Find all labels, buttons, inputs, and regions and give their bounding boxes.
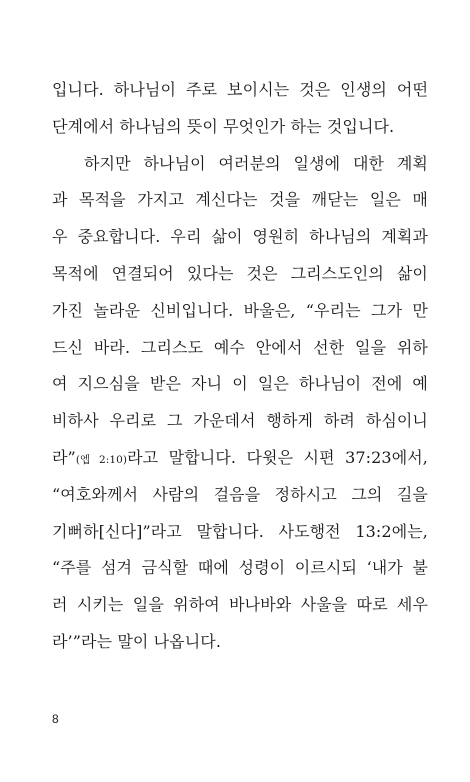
text-line-13: 기뻐하[신다]”라고 말합니다. 사도행전 13:2에는, (52, 521, 428, 541)
text-line-11 (52, 440, 428, 477)
text-line-8: 드신 바라. 그리스도 예수 안에서 선한 일을 위하 (52, 337, 428, 357)
page-number: 8 (52, 712, 59, 726)
body-text (52, 72, 428, 661)
text-line-4: 과 목적을 가지고 계신다는 것을 깨닫는 일은 매 (52, 190, 428, 210)
text-line-2: 단계에서 하나님의 뜻이 무엇인가 하는 것입니다. (52, 116, 395, 136)
text-line-9: 여 지으심을 받은 자니 이 일은 하나님이 전에 예 (52, 374, 428, 394)
text-line-11-before: 라” (52, 447, 76, 467)
text-line-12: “여호와께서 사람의 걸음을 정하시고 그의 길을 (52, 484, 428, 504)
text-line-5: 우 중요합니다. 우리 삶이 영원히 하나님의 계획과 (52, 227, 428, 247)
text-line-15: 러 시키는 일을 위하여 바나바와 사울을 따로 세우 (52, 595, 428, 615)
text-line-3: 하지만 하나님이 여러분의 일생에 대한 계획 (84, 153, 428, 173)
text-line-11-after: 라고 말합니다. 다윗은 시편 37:23에서, (127, 447, 428, 467)
text-line-7: 가진 놀라운 신비입니다. 바울은, “우리는 그가 만 (52, 300, 428, 320)
text-line-10: 비하사 우리로 그 가운데서 행하게 하려 하심이니 (52, 411, 428, 431)
text-line-6: 목적에 연결되어 있다는 것은 그리스도인의 삶이 (52, 263, 428, 283)
text-line-14: “주를 섬겨 금식할 때에 성령이 이르시되 ‘내가 불 (52, 558, 428, 578)
text-line-16: 라’”라는 말이 나옵니다. (52, 631, 222, 651)
scripture-reference: (엡 2:10) (75, 453, 128, 466)
text-line-1: 입니다. 하나님이 주로 보이시는 것은 인생의 어떤 (52, 80, 428, 99)
